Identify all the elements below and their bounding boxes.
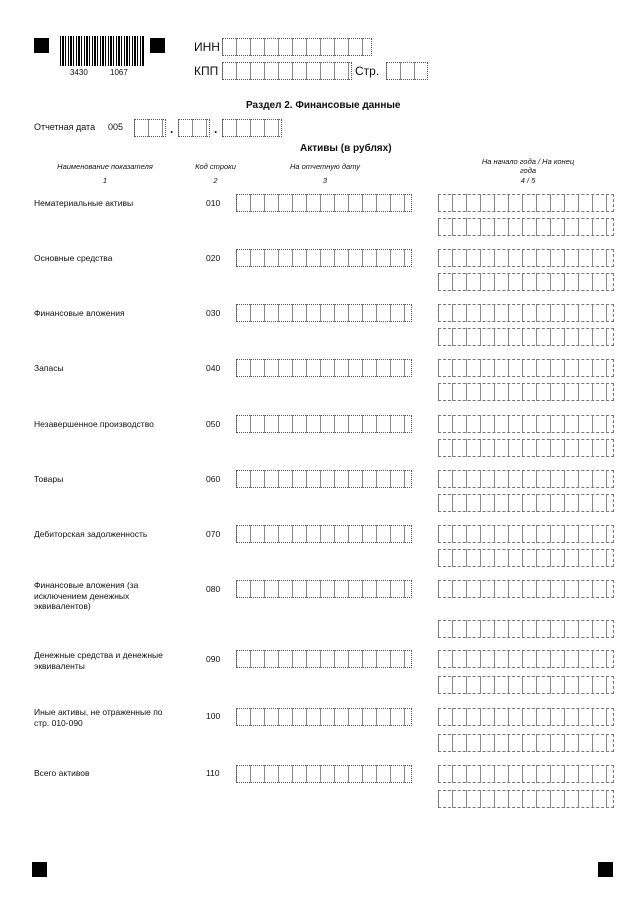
section-title: Раздел 2. Финансовые данные — [246, 100, 401, 111]
row-code: 090 — [206, 654, 221, 664]
col-num-4-5: 4 / 5 — [520, 176, 536, 185]
field-010-report[interactable] — [236, 194, 412, 212]
report-date-year-field[interactable] — [222, 119, 282, 137]
report-date-month-field[interactable] — [178, 119, 210, 137]
col-header-code: Код строки — [195, 162, 236, 171]
kpp-label: КПП — [194, 64, 219, 78]
corner-marker-bottom-right — [598, 862, 613, 877]
field-060-year-end[interactable] — [438, 494, 614, 512]
inn-label: ИНН — [194, 40, 220, 54]
field-050-report[interactable] — [236, 415, 412, 433]
corner-marker-bottom-left — [32, 862, 47, 877]
col-header-report-date: На отчетную дату — [289, 162, 361, 171]
page-field[interactable] — [386, 62, 428, 80]
row-name: Финансовые вложения — [34, 308, 125, 318]
row-code: 030 — [206, 308, 221, 318]
field-070-year-start[interactable] — [438, 525, 614, 543]
field-010-year-end[interactable] — [438, 218, 614, 236]
field-020-year-end[interactable] — [438, 273, 614, 291]
field-020-report[interactable] — [236, 249, 412, 267]
col-num-2: 2 — [213, 176, 218, 185]
inn-field[interactable] — [222, 38, 372, 56]
row-name: Дебиторская задолженность — [34, 529, 148, 539]
row-code: 010 — [206, 198, 221, 208]
corner-marker-top-right — [150, 38, 165, 53]
field-100-year-end[interactable] — [438, 734, 614, 752]
barcode-number-right: 1067 — [110, 68, 128, 77]
barcode-number-left: 3430 — [70, 68, 88, 77]
table-title: Активы (в рублях) — [300, 143, 392, 154]
row-name: Всего активов — [34, 768, 90, 778]
field-060-year-start[interactable] — [438, 470, 614, 488]
field-010-year-start[interactable] — [438, 194, 614, 212]
row-code: 110 — [206, 768, 220, 778]
field-080-year-start[interactable] — [438, 580, 614, 598]
field-070-report[interactable] — [236, 525, 412, 543]
field-020-year-start[interactable] — [438, 249, 614, 267]
field-100-year-start[interactable] — [438, 708, 614, 726]
field-030-report[interactable] — [236, 304, 412, 322]
report-date-label: Отчетная дата — [34, 122, 96, 132]
field-030-year-end[interactable] — [438, 328, 614, 346]
field-040-year-end[interactable] — [438, 383, 614, 401]
col-header-year-start-end: На начало года / На конец года — [481, 157, 575, 175]
report-date-code: 005 — [108, 122, 124, 132]
field-090-report[interactable] — [236, 650, 412, 668]
row-name: Основные средства — [34, 253, 113, 263]
field-040-year-start[interactable] — [438, 359, 614, 377]
field-030-year-start[interactable] — [438, 304, 614, 322]
field-070-year-end[interactable] — [438, 549, 614, 567]
barcode-image — [60, 36, 144, 66]
row-code: 040 — [206, 363, 221, 373]
col-num-1: 1 — [102, 176, 108, 185]
field-110-year-start[interactable] — [438, 765, 614, 783]
field-040-report[interactable] — [236, 359, 412, 377]
row-code: 070 — [206, 529, 221, 539]
field-060-report[interactable] — [236, 470, 412, 488]
row-code: 100 — [206, 711, 221, 721]
page-label: Стр. — [355, 64, 380, 78]
field-050-year-start[interactable] — [438, 415, 614, 433]
field-100-report[interactable] — [236, 708, 412, 726]
row-name: Запасы — [34, 363, 64, 373]
field-110-report[interactable] — [236, 765, 412, 783]
field-050-year-end[interactable] — [438, 439, 614, 457]
field-090-year-start[interactable] — [438, 650, 614, 668]
kpp-field[interactable] — [222, 62, 352, 80]
corner-marker-top-left — [34, 38, 49, 53]
col-header-name: Наименование показателя — [57, 162, 153, 171]
field-080-year-end[interactable] — [438, 620, 614, 638]
row-name: Нематериальные активы — [34, 198, 134, 208]
field-080-report[interactable] — [236, 580, 412, 598]
row-name: Товары — [34, 474, 64, 484]
report-date-day-field[interactable] — [134, 119, 166, 137]
row-name: Денежные средства и денежные эквиваленты — [34, 650, 163, 671]
row-name: Незавершенное производство — [34, 419, 154, 429]
report-date-dot-2: . — [214, 122, 218, 136]
field-090-year-end[interactable] — [438, 676, 614, 694]
row-code: 020 — [206, 253, 221, 263]
field-110-year-end[interactable] — [438, 790, 614, 808]
report-date-dot-1: . — [170, 122, 174, 136]
row-name: Финансовые вложения (за исключением денежных эквивалентов) — [34, 580, 139, 611]
row-code: 060 — [206, 474, 221, 484]
col-num-3: 3 — [322, 176, 328, 185]
row-code: 080 — [206, 584, 221, 594]
row-name: Иные активы, не отраженные по стр. 010-090 — [34, 707, 163, 728]
row-code: 050 — [206, 419, 221, 429]
